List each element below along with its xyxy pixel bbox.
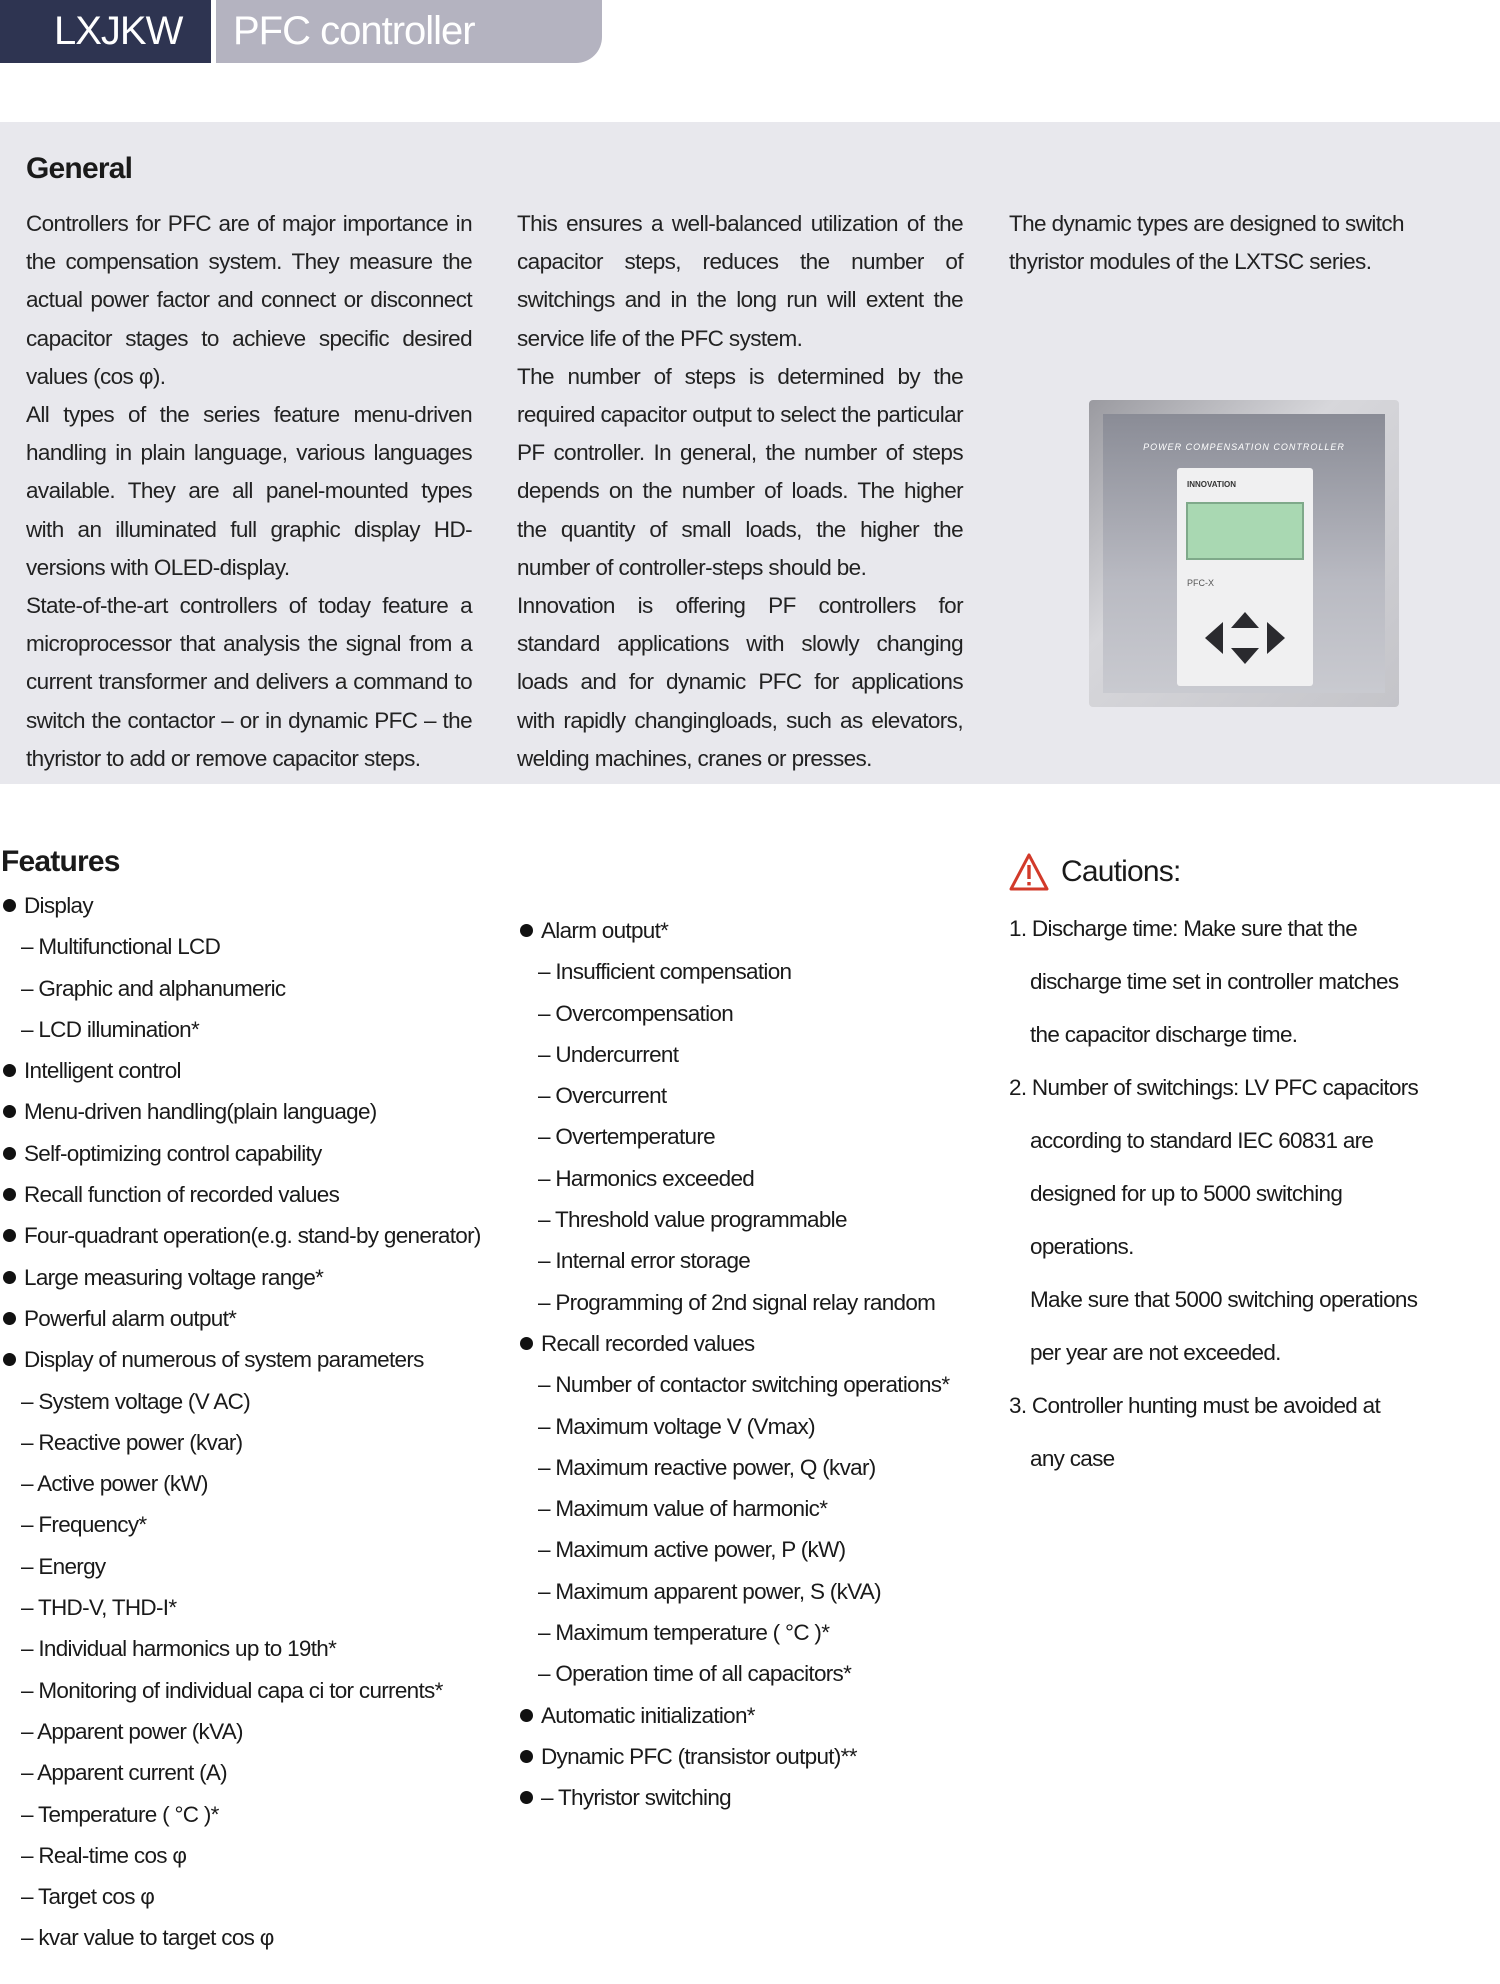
- general-paragraph: The dynamic types are designed to switch thyristor modules of the LXTSC series.: [1009, 211, 1404, 275]
- device-panel-label: POWER COMPENSATION CONTROLLER: [1143, 442, 1345, 452]
- feature-list-item: [1, 1339, 481, 1380]
- feature-text: – Maximum reactive power, Q (kvar): [538, 1454, 876, 1480]
- caution-line: operations.: [1030, 1234, 1134, 1259]
- feature-list-item: [1, 1050, 481, 1091]
- feature-text: – Real-time cos φ: [21, 1842, 187, 1868]
- cautions-list: [1009, 909, 1418, 1492]
- device-keypad: [1197, 608, 1293, 668]
- feature-list-item: [1, 1670, 481, 1711]
- feature-text: – Programming of 2nd signal relay random: [538, 1289, 936, 1315]
- feature-text: – Thyristor switching: [541, 1785, 731, 1811]
- features-list-2: [518, 910, 949, 1819]
- bullet-dot-icon: [520, 1750, 533, 1763]
- general-column-2: [517, 205, 963, 778]
- feature-list-item: [518, 1736, 949, 1777]
- page-header: [0, 0, 602, 63]
- feature-list-item: [1, 1876, 481, 1917]
- cautions-heading: Cautions:: [1061, 855, 1181, 888]
- feature-list-item: [518, 1529, 949, 1570]
- feature-text: – Number of contactor switching operations*: [538, 1372, 950, 1398]
- general-column-1: [26, 205, 472, 778]
- caution-line: any case: [1030, 1446, 1115, 1471]
- feature-list-item: [518, 910, 949, 951]
- feature-list-item: [518, 1612, 949, 1653]
- bullet-dot-icon: [3, 1147, 16, 1160]
- feature-text: Alarm output*: [541, 918, 669, 943]
- caution-line: 3. Controller hunting must be avoided at: [1009, 1393, 1380, 1418]
- feature-text: Automatic initialization*: [541, 1702, 755, 1728]
- bullet-dot-icon: [3, 1105, 16, 1118]
- feature-text: – Graphic and alphanumeric: [21, 975, 286, 1001]
- bullet-dot-icon: [3, 1271, 16, 1284]
- feature-list-item: [1, 1257, 481, 1298]
- feature-text: Dynamic PFC (transistor output)**: [541, 1743, 857, 1769]
- feature-list-item: [1, 1133, 481, 1174]
- caution-line: discharge time set in controller matches: [1030, 969, 1399, 994]
- feature-list-item: [518, 1158, 949, 1199]
- features-list-1: [1, 885, 481, 1959]
- general-paragraph: All types of the series feature menu-driven handling in plain language, various languages available. They are all panel-mounted types with an illuminated full graphic display HD-versions with OLED-display.: [26, 402, 472, 580]
- feature-list-item: [518, 1571, 949, 1612]
- general-column-3: [1009, 205, 1469, 281]
- feature-text: Display: [24, 893, 93, 918]
- feature-list-item: [1, 1009, 481, 1050]
- feature-list-item: [518, 1323, 949, 1364]
- device-brand: INNOVATION: [1187, 480, 1237, 489]
- feature-list-item: [1, 1298, 481, 1339]
- feature-list-item: [1, 926, 481, 967]
- feature-list-item: [518, 1282, 949, 1323]
- feature-text: Menu-driven handling(plain language): [24, 1099, 377, 1125]
- general-paragraph: The number of steps is determined by the required capacitor output to select the particular PF controller. In general, the number of steps depends on the number of loads. The higher the quantity of small loads, the higher the number of controller-steps should be.: [517, 363, 963, 580]
- bullet-dot-icon: [3, 1188, 16, 1201]
- feature-list-item: [1, 1794, 481, 1835]
- general-paragraph: Innovation is offering PF controllers for standard applications with slowly changing loads and for dynamic PFC for applications with rapidly changingloads, such as elevators, welding machines, cranes or presses.: [517, 593, 963, 771]
- feature-text: – LCD illumination*: [21, 1016, 200, 1042]
- feature-text: – Operation time of all capacitors*: [538, 1661, 852, 1687]
- page-title: PFC controller: [216, 0, 602, 63]
- feature-text: – Overcompensation: [538, 1000, 734, 1026]
- warning-triangle-icon: [1009, 853, 1049, 891]
- feature-text: – Undercurrent: [538, 1041, 679, 1067]
- feature-text: – Internal error storage: [538, 1248, 751, 1274]
- feature-text: – Target cos φ: [21, 1884, 155, 1910]
- feature-text: – Apparent power (kVA): [21, 1718, 243, 1744]
- feature-text: – System voltage (V AC): [21, 1388, 250, 1414]
- general-paragraph: This ensures a well-balanced utilization of the capacitor steps, reduces the number of switchings and in the long run will extent the service life of the PFC system.: [517, 211, 963, 351]
- feature-list-item: [518, 1653, 949, 1694]
- feature-list-item: [518, 951, 949, 992]
- general-paragraph: State-of-the-art controllers of today feature a microprocessor that analysis the signal from a current transformer and delivers a command to switch the contactor – or in dynamic PFC – the thyristor to add or remove capacitor steps.: [26, 593, 472, 771]
- feature-list-item: [1, 968, 481, 1009]
- feature-list-item: [1, 1752, 481, 1793]
- feature-text: – THD-V, THD-I*: [21, 1595, 177, 1621]
- feature-text: – Energy: [21, 1553, 106, 1579]
- feature-list-item: [518, 1777, 949, 1818]
- feature-text: – Apparent current (A): [21, 1760, 227, 1786]
- feature-text: – kvar value to target cos φ: [21, 1925, 274, 1951]
- feature-list-item: [518, 1406, 949, 1447]
- feature-text: – Harmonics exceeded: [538, 1165, 755, 1191]
- feature-text: Recall function of recorded values: [24, 1182, 340, 1208]
- feature-text: – Monitoring of individual capa ci tor currents*: [21, 1677, 443, 1703]
- feature-list-item: [518, 1447, 949, 1488]
- feature-text: – Insufficient compensation: [538, 959, 792, 985]
- bullet-dot-icon: [520, 1709, 533, 1722]
- feature-text: Four-quadrant operation(e.g. stand-by generator): [24, 1223, 481, 1249]
- feature-list-item: [1, 1174, 481, 1215]
- caution-line: Make sure that 5000 switching operations: [1030, 1287, 1418, 1312]
- feature-text: – Temperature ( °C )*: [21, 1801, 219, 1827]
- feature-text: – Frequency*: [21, 1512, 147, 1538]
- feature-list-item: [1, 1917, 481, 1958]
- bullet-dot-icon: [520, 924, 533, 937]
- keypad-arrows-icon: [1197, 608, 1293, 668]
- feature-list-item: [1, 885, 481, 926]
- feature-text: – Overcurrent: [538, 1083, 667, 1109]
- feature-text: – Multifunctional LCD: [21, 934, 221, 960]
- bullet-dot-icon: [520, 1791, 533, 1804]
- feature-text: Intelligent control: [24, 1058, 181, 1084]
- feature-text: Powerful alarm output*: [24, 1305, 237, 1331]
- feature-list-item: [1, 1504, 481, 1545]
- feature-text: – Maximum value of harmonic*: [538, 1496, 828, 1522]
- feature-text: – Maximum apparent power, S (kVA): [538, 1578, 881, 1604]
- feature-list-item: [518, 1364, 949, 1405]
- feature-text: Recall recorded values: [541, 1330, 755, 1356]
- feature-list-item: [1, 1587, 481, 1628]
- device-frame: [1103, 414, 1385, 693]
- pfc-controller-image: [1089, 400, 1399, 707]
- general-heading: General: [26, 152, 133, 185]
- feature-list-item: [1, 1628, 481, 1669]
- feature-list-item: [1, 1711, 481, 1752]
- feature-list-item: [518, 1075, 949, 1116]
- feature-list-item: [518, 1116, 949, 1157]
- feature-text: – Threshold value programmable: [538, 1207, 847, 1233]
- feature-list-item: [1, 1463, 481, 1504]
- device-lcd-screen: [1186, 502, 1304, 560]
- feature-list-item: [1, 1546, 481, 1587]
- general-paragraph: Controllers for PFC are of major importance in the compensation system. They measure the actual power factor and connect or disconnect capacitor stages to achieve specific desired values (cos φ).: [26, 211, 472, 389]
- bullet-dot-icon: [3, 899, 16, 912]
- caution-line: designed for up to 5000 switching: [1030, 1181, 1343, 1206]
- feature-list-item: [518, 1034, 949, 1075]
- feature-text: – Maximum active power, P (kW): [538, 1537, 846, 1563]
- caution-line: the capacitor discharge time.: [1030, 1022, 1298, 1047]
- bullet-dot-icon: [3, 1353, 16, 1366]
- feature-list-item: [518, 1240, 949, 1281]
- feature-list-item: [1, 1422, 481, 1463]
- product-code: LXJKW: [0, 0, 211, 63]
- bullet-dot-icon: [3, 1312, 16, 1325]
- feature-list-item: [1, 1215, 481, 1256]
- feature-list-item: [518, 1695, 949, 1736]
- feature-text: – Active power (kW): [21, 1471, 208, 1497]
- feature-text: – Maximum voltage V (Vmax): [538, 1413, 815, 1439]
- feature-text: – Maximum temperature ( °C )*: [538, 1620, 830, 1646]
- feature-text: Large measuring voltage range*: [24, 1264, 324, 1290]
- caution-line: 1. Discharge time: Make sure that the: [1009, 916, 1358, 941]
- feature-list-item: [518, 1488, 949, 1529]
- feature-text: – Individual harmonics up to 19th*: [21, 1636, 337, 1662]
- caution-line: per year are not exceeded.: [1030, 1340, 1281, 1365]
- caution-line: according to standard IEC 60831 are: [1030, 1128, 1374, 1153]
- feature-list-item: [1, 1091, 481, 1132]
- feature-list-item: [518, 993, 949, 1034]
- caution-line: 2. Number of switchings: LV PFC capacitors: [1009, 1075, 1419, 1100]
- device-faceplate: [1177, 468, 1313, 686]
- feature-text: – Overtemperature: [538, 1124, 715, 1150]
- feature-text: – Reactive power (kvar): [21, 1429, 243, 1455]
- feature-list-item: [1, 1835, 481, 1876]
- device-model: PFC-X: [1187, 578, 1214, 588]
- bullet-dot-icon: [3, 1064, 16, 1077]
- features-heading: Features: [1, 845, 120, 878]
- feature-list-item: [1, 1381, 481, 1422]
- bullet-dot-icon: [3, 1229, 16, 1242]
- feature-list-item: [518, 1199, 949, 1240]
- bullet-dot-icon: [520, 1337, 533, 1350]
- feature-text: Self-optimizing control capability: [24, 1140, 322, 1166]
- feature-text: Display of numerous of system parameters: [24, 1347, 424, 1373]
